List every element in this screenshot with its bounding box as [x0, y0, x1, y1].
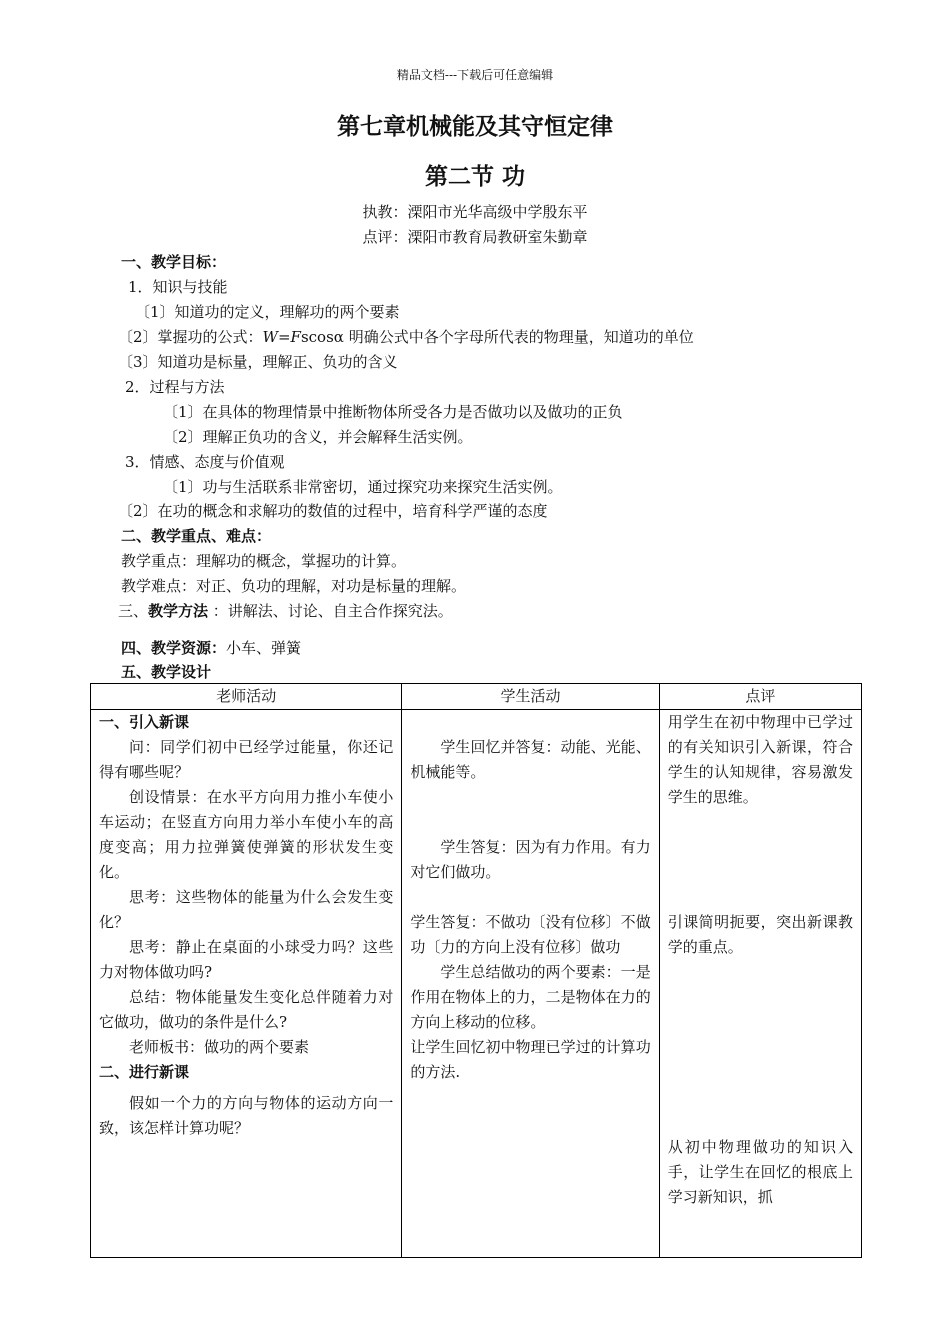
teaching-methods: [118, 600, 453, 621]
comment-3: 从初中物理做功的知识入手，让学生在回忆的根底上学习新知识，抓: [667, 1138, 853, 1206]
student-activity-cell: [402, 710, 659, 1258]
comment-2: 引课简明扼要，突出新课教学的重点。: [667, 913, 853, 956]
knowledge-item-2-suffix: 明确公式中各个字母所代表的物理量，知道功的单位: [343, 328, 694, 346]
student-answer-4: 学生总结做功的两个要素：一是作用在物体上的力，二是物体在力的方向上移动的位移。: [410, 963, 651, 1031]
methods-prefix: 三、: [118, 602, 149, 620]
resources-label: 四、教学资源：: [121, 639, 227, 657]
knowledge-heading: 1．知识与技能: [128, 278, 228, 296]
keypoints-heading: 二、教学重点、难点：: [121, 527, 272, 545]
teaching-focus: 教学重点：理解功的概念，掌握功的计算。: [121, 552, 407, 570]
process-heading: 2．过程与方法: [125, 378, 225, 396]
design-table: [90, 683, 862, 1258]
teacher-line: 执教：溧阳市光华高级中学殷东平: [362, 203, 588, 221]
knowledge-item-3: 〔3〕知道功是标量，理解正、负功的含义: [118, 353, 398, 371]
formula-rest: scosα: [300, 328, 344, 346]
teacher-question-1: 问：同学们初中已经学过能量，你还记得有哪些呢？: [99, 738, 394, 781]
methods-text: ：讲解法、讨论、自主合作探究法。: [208, 602, 453, 620]
methods-label: 教学方法: [148, 602, 209, 620]
chapter-title: 第七章机械能及其守恒定律: [337, 113, 613, 140]
table-header-row: [91, 684, 862, 710]
header-comment: 点评: [659, 684, 861, 710]
teacher-section-1: 一、引入新课: [99, 713, 190, 731]
comment-1: 用学生在初中物理中已学过的有关知识引入新课，符合学生的认知规律，容易激发学生的思维。: [667, 713, 853, 806]
design-heading: 五、教学设计: [121, 663, 212, 681]
header-teacher: 老师活动: [91, 684, 402, 710]
table-row: [91, 710, 862, 1258]
header-student: 学生活动: [402, 684, 659, 710]
emotion-item-1: 〔1〕功与生活联系非常密切，通过探究功来探究生活实例。: [163, 478, 563, 496]
teacher-section-2: 二、进行新课: [99, 1063, 190, 1081]
teacher-board: 老师板书：做功的两个要素: [129, 1038, 310, 1056]
objectives-heading: 一、教学目标：: [121, 253, 227, 271]
knowledge-item-1: 〔1〕知道功的定义，理解功的两个要素: [135, 303, 400, 321]
student-answer-3: 学生答复：不做功〔没有位移〕不做功〔力的方向上没有位移〕做功: [410, 913, 651, 956]
teacher-summary: 总结：物体能量发生变化总伴随着力对它做功，做功的条件是什么?: [99, 988, 394, 1031]
formula-wf: W=F: [262, 328, 301, 346]
teacher-think-1: 思考：这些物体的能量为什么会发生变化？: [99, 888, 394, 931]
teacher-question-2: 假如一个力的方向与物体的运动方向一致，该怎样计算功呢？: [99, 1094, 394, 1137]
student-answer-2: 学生答复：因为有力作用。有力对它们做功。: [410, 838, 651, 881]
emotion-heading: 3．情感、态度与价值观: [125, 453, 285, 471]
teaching-difficulty: 教学难点：对正、负功的理解，对功是标量的理解。: [121, 577, 467, 595]
knowledge-item-2: [118, 326, 694, 347]
student-answer-5: 让学生回忆初中物理已学过的计算功的方法.: [410, 1038, 651, 1081]
teaching-resources: [121, 637, 301, 658]
comment-cell: [659, 710, 861, 1258]
process-item-2: 〔2〕理解正负功的含义，并会解释生活实例。: [163, 428, 473, 446]
reviewer-line: 点评：溧阳市教育局教研室朱勤章: [362, 228, 588, 246]
knowledge-item-2-prefix: 〔2〕掌握功的公式：: [118, 328, 263, 346]
teacher-scene: 创设情景：在水平方向用力推小车使小车运动；在竖直方向用力举小车使小车的高度变高；用力拉弹簧使弹簧的形状发生变化。: [99, 788, 394, 881]
page-header: 精品文档---下载后可任意编辑: [396, 68, 554, 82]
student-answer-1: 学生回忆并答复：动能、光能、机械能等。: [410, 738, 651, 781]
teacher-think-2: 思考：静止在桌面的小球受力吗？这些力对物体做功吗?: [99, 938, 394, 981]
teacher-activity-cell: [91, 710, 402, 1258]
resources-text: 小车、弹簧: [226, 639, 302, 657]
section-title: 第二节 功: [424, 163, 525, 190]
process-item-1: 〔1〕在具体的物理情景中推断物体所受各力是否做功以及做功的正负: [163, 403, 623, 421]
emotion-item-2: 〔2〕在功的概念和求解功的数值的过程中，培育科学严谨的态度: [118, 502, 548, 520]
